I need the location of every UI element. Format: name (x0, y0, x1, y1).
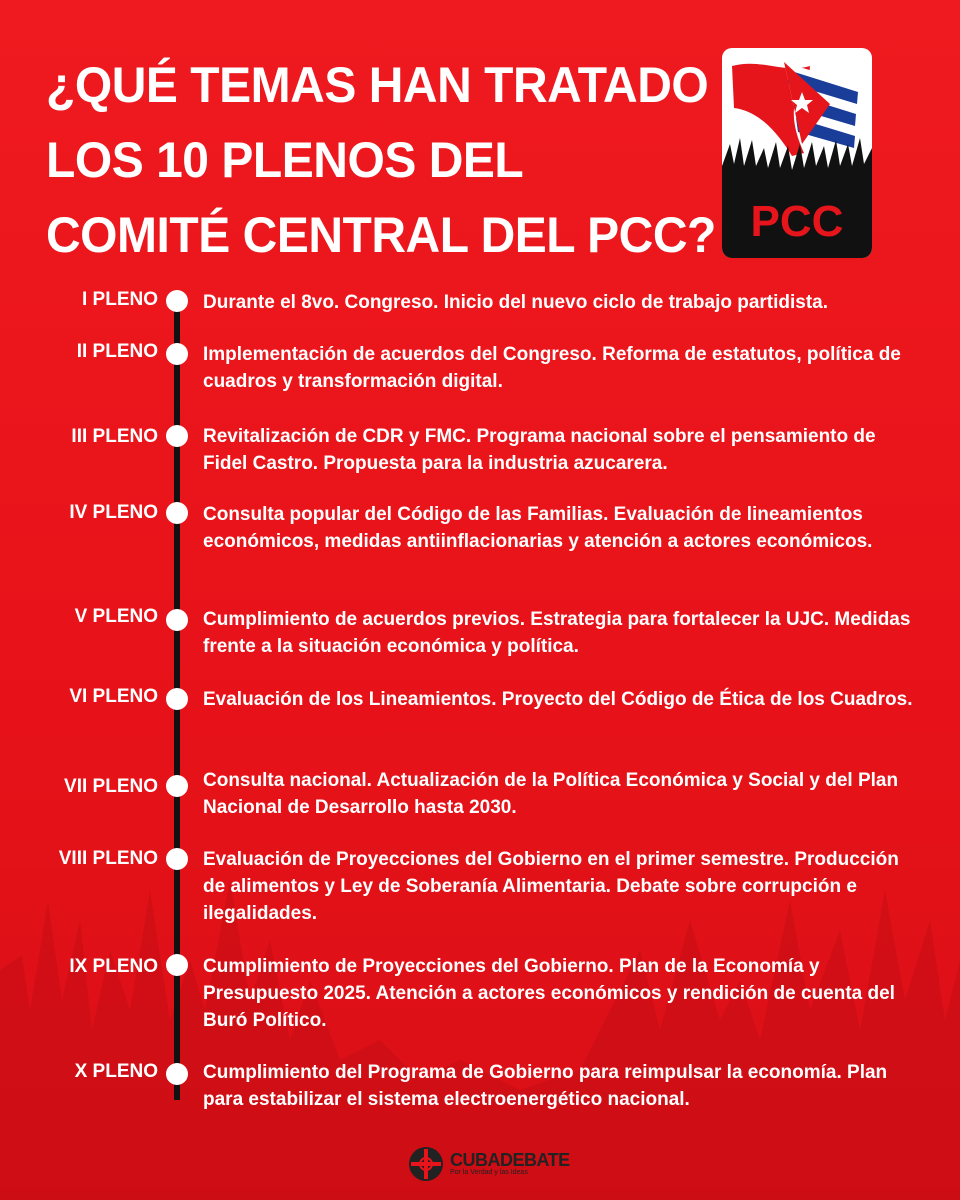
page-title (46, 48, 716, 273)
pleno-text-8: Evaluación de Proyecciones del Gobierno en el primer semestre. Producción de alimentos y Ley de Soberanía Alimentaria. Debate sobre corrupción e ilegalidades. (203, 849, 899, 924)
pleno-text-4: Consulta popular del Código de las Familias. Evaluación de lineamientos económicos, medidas antiinflacionarias y atención a actores económicos. (203, 504, 873, 552)
pleno-label-9: IX PLENO (69, 956, 158, 977)
title-line-2: LOS 10 PLENOS DEL (46, 132, 524, 188)
pleno-label-5: V PLENO (74, 606, 158, 627)
timeline-dot-3 (166, 425, 188, 447)
pleno-text-10: Cumplimiento del Programa de Gobierno para reimpulsar la economía. Plan para estabilizar el sistema electroenergético nacional. (203, 1062, 888, 1110)
pleno-text-3: Revitalización de CDR y FMC. Programa nacional sobre el pensamiento de Fidel Castro. Propuesta para la industria azucarera. (203, 426, 876, 474)
footer-brand: CUBADEBATE (450, 1150, 570, 1170)
pleno-label-1: I PLENO (81, 289, 158, 310)
timeline-dot-10 (166, 1063, 188, 1085)
cubadebate-logo[interactable] (408, 1146, 570, 1182)
timeline-dot-7 (166, 775, 188, 797)
pleno-label-6: VI PLENO (69, 686, 158, 707)
pcc-logo (722, 48, 872, 258)
timeline-dot-9 (166, 954, 188, 976)
pleno-label-4: IV PLENO (69, 502, 158, 523)
timeline-dot-1 (166, 290, 188, 312)
cubadebate-emblem-icon (408, 1146, 444, 1182)
footer-tagline: Por la Verdad y las Ideas (450, 1169, 528, 1176)
pleno-label-2: II PLENO (76, 341, 158, 362)
timeline-dot-6 (166, 688, 188, 710)
pleno-label-10: X PLENO (74, 1061, 158, 1082)
title-line-3: COMITÉ CENTRAL DEL PCC? (46, 207, 716, 263)
pleno-label-8: VIII PLENO (58, 848, 158, 869)
title-line-1: ¿QUÉ TEMAS HAN TRATADO (46, 57, 709, 113)
timeline-dot-4 (166, 502, 188, 524)
pleno-text-1: Durante el 8vo. Congreso. Inicio del nuevo ciclo de trabajo partidista. (203, 292, 829, 313)
pleno-text-5: Cumplimiento de acuerdos previos. Estrategia para fortalecer la UJC. Medidas frente a la situación económica y política. (203, 609, 911, 657)
pleno-label-3: III PLENO (71, 426, 158, 447)
timeline-dot-8 (166, 848, 188, 870)
pleno-text-6: Evaluación de los Lineamientos. Proyecto del Código de Ética de los Cuadros. (203, 689, 913, 710)
timeline-dot-2 (166, 343, 188, 365)
pleno-label-7: VII PLENO (64, 776, 158, 797)
timeline-dot-5 (166, 609, 188, 631)
pleno-text-2: Implementación de acuerdos del Congreso. Reforma de estatutos, política de cuadros y transformación digital. (203, 344, 901, 392)
logo-text: PCC (750, 197, 844, 246)
pleno-text-9: Cumplimiento de Proyecciones del Gobierno. Plan de la Economía y Presupuesto 2025. Atención a actores económicos y rendición de cuenta del Buró Político. (203, 956, 895, 1031)
pleno-text-7: Consulta nacional. Actualización de la Política Económica y Social y del Plan Nacional de Desarrollo hasta 2030. (203, 770, 899, 818)
